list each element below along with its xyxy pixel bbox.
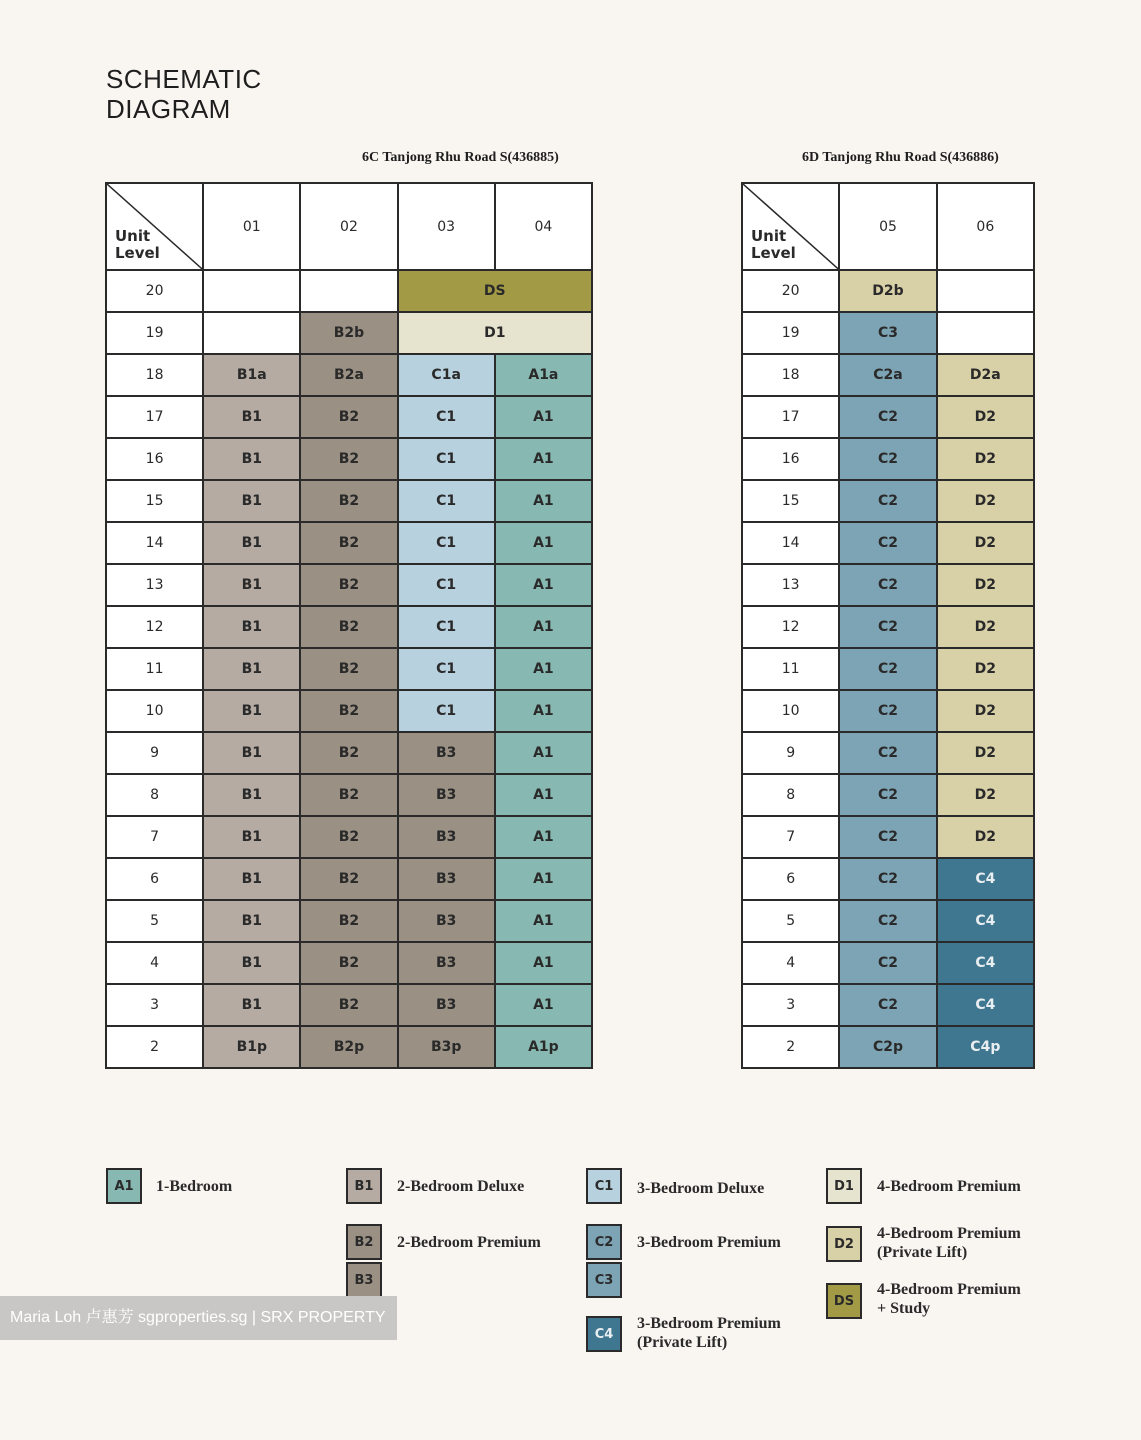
unit-cell-c4: C4	[937, 858, 1034, 900]
table-row	[742, 816, 1034, 858]
unit-cell-c1: C1	[398, 606, 495, 648]
table-row	[742, 900, 1034, 942]
legend-label-c1: 3-Bedroom Deluxe	[637, 1180, 765, 1197]
level-label: 13	[106, 564, 203, 606]
unit-cell-c1a: C1a	[398, 354, 495, 396]
unit-cell-c4: C4	[937, 900, 1034, 942]
legend-label-ds-line2: + Study	[877, 1300, 931, 1317]
unit-cell-c2: C2	[839, 648, 936, 690]
corner-unit-label: Unit	[115, 227, 151, 245]
table-row	[106, 648, 592, 690]
legend-label-c2: 3-Bedroom Premium	[637, 1234, 781, 1251]
unit-cell-c2: C2	[839, 816, 936, 858]
unit-cell-empty	[937, 270, 1034, 312]
unit-cell-c3: C3	[839, 312, 936, 354]
table-row	[742, 858, 1034, 900]
legend-label-a1: 1-Bedroom	[156, 1178, 233, 1195]
unit-cell-d1: D1	[398, 312, 592, 354]
legend-label-ds	[877, 1280, 1021, 1318]
unit-cell-b2: B2	[300, 522, 397, 564]
unit-cell-b1a: B1a	[203, 354, 300, 396]
column-header-unit-05: 05	[839, 183, 936, 270]
unit-cell-b2: B2	[300, 648, 397, 690]
table-row	[742, 984, 1034, 1026]
unit-cell-d2b: D2b	[839, 270, 936, 312]
table-row	[742, 564, 1034, 606]
unit-cell-empty	[937, 312, 1034, 354]
unit-cell-b1: B1	[203, 942, 300, 984]
unit-cell-b1: B1	[203, 732, 300, 774]
legend-swatch-c3: C3	[586, 1262, 622, 1298]
unit-cell-a1: A1	[495, 858, 592, 900]
unit-cell-c2: C2	[839, 690, 936, 732]
unit-cell-b2: B2	[300, 942, 397, 984]
level-label: 18	[742, 354, 839, 396]
level-label: 13	[742, 564, 839, 606]
unit-cell-b3: B3	[398, 774, 495, 816]
unit-cell-b2: B2	[300, 480, 397, 522]
legend-swatch-c1: C1	[586, 1168, 622, 1204]
level-label: 17	[106, 396, 203, 438]
table-row	[742, 270, 1034, 312]
legend-label-c4-line1: 3-Bedroom Premium	[637, 1315, 781, 1332]
unit-cell-c1: C1	[398, 396, 495, 438]
unit-cell-c2: C2	[839, 858, 936, 900]
level-label: 4	[106, 942, 203, 984]
unit-cell-b1: B1	[203, 816, 300, 858]
table-row	[742, 354, 1034, 396]
unit-cell-b3: B3	[398, 984, 495, 1026]
unit-cell-d2: D2	[937, 648, 1034, 690]
watermark: Maria Loh 卢惠芳 sgproperties.sg | SRX PROPERTY	[0, 1296, 397, 1340]
legend-label-d1: 4-Bedroom Premium	[877, 1178, 1021, 1195]
legend-swatch-b1: B1	[346, 1168, 382, 1204]
unit-cell-c2a: C2a	[839, 354, 936, 396]
level-label: 20	[742, 270, 839, 312]
unit-cell-c4: C4	[937, 984, 1034, 1026]
unit-cell-b1: B1	[203, 648, 300, 690]
unit-cell-d2: D2	[937, 774, 1034, 816]
unit-cell-b2: B2	[300, 564, 397, 606]
unit-cell-c2: C2	[839, 984, 936, 1026]
unit-cell-b1: B1	[203, 606, 300, 648]
table-row	[106, 270, 592, 312]
unit-level-corner	[742, 183, 839, 270]
title-line-2: DIAGRAM	[106, 94, 231, 124]
unit-cell-c2: C2	[839, 606, 936, 648]
unit-cell-c2: C2	[839, 396, 936, 438]
unit-cell-d2: D2	[937, 732, 1034, 774]
unit-cell-a1a: A1a	[495, 354, 592, 396]
header-row	[106, 183, 592, 270]
level-label: 18	[106, 354, 203, 396]
legend-swatch-a1: A1	[106, 1168, 142, 1204]
table-row	[742, 774, 1034, 816]
unit-cell-a1: A1	[495, 522, 592, 564]
unit-cell-c1: C1	[398, 690, 495, 732]
table-row	[742, 480, 1034, 522]
block-6c-table	[105, 182, 593, 1069]
legend-label-ds-line1: 4-Bedroom Premium	[877, 1281, 1021, 1298]
unit-cell-c4: C4	[937, 942, 1034, 984]
table-row	[106, 774, 592, 816]
column-header-unit-02: 02	[300, 183, 397, 270]
level-label: 7	[106, 816, 203, 858]
legend-swatch-ds: DS	[826, 1283, 862, 1319]
level-label: 19	[742, 312, 839, 354]
unit-cell-d2: D2	[937, 564, 1034, 606]
unit-cell-d2a: D2a	[937, 354, 1034, 396]
title-line-1: SCHEMATIC	[106, 64, 262, 94]
unit-cell-b3: B3	[398, 816, 495, 858]
legend-label-c4-line2: (Private Lift)	[637, 1334, 728, 1351]
unit-cell-b1: B1	[203, 564, 300, 606]
unit-cell-a1: A1	[495, 942, 592, 984]
level-label: 5	[742, 900, 839, 942]
unit-level-corner	[106, 183, 203, 270]
block-6c-address: 6C Tanjong Rhu Road S(436885)	[362, 150, 559, 165]
level-label: 3	[742, 984, 839, 1026]
table-row	[106, 438, 592, 480]
legend-swatch-c4: C4	[586, 1316, 622, 1352]
table-row	[106, 858, 592, 900]
level-label: 15	[742, 480, 839, 522]
unit-cell-a1: A1	[495, 690, 592, 732]
column-header-unit-03: 03	[398, 183, 495, 270]
level-label: 5	[106, 900, 203, 942]
legend-label-b2: 2-Bedroom Premium	[397, 1234, 541, 1251]
unit-cell-c1: C1	[398, 564, 495, 606]
level-label: 6	[742, 858, 839, 900]
unit-cell-b1: B1	[203, 396, 300, 438]
unit-cell-c1: C1	[398, 438, 495, 480]
unit-cell-empty	[300, 270, 397, 312]
legend-swatch-d1: D1	[826, 1168, 862, 1204]
unit-cell-a1: A1	[495, 480, 592, 522]
table-row	[106, 396, 592, 438]
table-row	[742, 522, 1034, 564]
unit-cell-a1: A1	[495, 564, 592, 606]
level-label: 10	[106, 690, 203, 732]
unit-cell-ds: DS	[398, 270, 592, 312]
unit-cell-b2p: B2p	[300, 1026, 397, 1068]
table-row	[742, 396, 1034, 438]
unit-cell-c2: C2	[839, 438, 936, 480]
level-label: 10	[742, 690, 839, 732]
block-6d-table	[741, 182, 1035, 1069]
level-label: 16	[742, 438, 839, 480]
table-row	[106, 522, 592, 564]
legend-label-d2-line1: 4-Bedroom Premium	[877, 1225, 1021, 1242]
level-label: 4	[742, 942, 839, 984]
table-row	[742, 312, 1034, 354]
unit-cell-c4p: C4p	[937, 1026, 1034, 1068]
unit-cell-b1: B1	[203, 900, 300, 942]
unit-cell-b2a: B2a	[300, 354, 397, 396]
legend-label-d2	[877, 1224, 1021, 1262]
level-label: 14	[742, 522, 839, 564]
level-label: 17	[742, 396, 839, 438]
unit-cell-c2: C2	[839, 732, 936, 774]
corner-label	[751, 228, 796, 262]
unit-cell-b3p: B3p	[398, 1026, 495, 1068]
unit-cell-c1: C1	[398, 648, 495, 690]
unit-cell-c2: C2	[839, 900, 936, 942]
level-label: 11	[742, 648, 839, 690]
column-header-unit-04: 04	[495, 183, 592, 270]
unit-cell-a1: A1	[495, 732, 592, 774]
level-label: 14	[106, 522, 203, 564]
page-title	[106, 64, 262, 124]
unit-cell-b1p: B1p	[203, 1026, 300, 1068]
level-label: 2	[106, 1026, 203, 1068]
unit-cell-b2: B2	[300, 774, 397, 816]
unit-cell-b1: B1	[203, 858, 300, 900]
level-label: 11	[106, 648, 203, 690]
unit-cell-b2: B2	[300, 900, 397, 942]
unit-cell-b3: B3	[398, 942, 495, 984]
level-label: 9	[742, 732, 839, 774]
table-row	[742, 690, 1034, 732]
unit-cell-c2: C2	[839, 522, 936, 564]
legend-label-d2-line2: (Private Lift)	[877, 1244, 968, 1261]
unit-cell-a1: A1	[495, 606, 592, 648]
table-row	[106, 816, 592, 858]
unit-cell-a1: A1	[495, 438, 592, 480]
level-label: 7	[742, 816, 839, 858]
table-row	[106, 354, 592, 396]
header-row	[742, 183, 1034, 270]
table-row	[106, 942, 592, 984]
table-row	[106, 690, 592, 732]
level-label: 16	[106, 438, 203, 480]
unit-cell-b2: B2	[300, 396, 397, 438]
unit-cell-a1: A1	[495, 900, 592, 942]
level-label: 2	[742, 1026, 839, 1068]
level-label: 15	[106, 480, 203, 522]
table-row	[742, 732, 1034, 774]
corner-level-label: Level	[751, 244, 796, 262]
table-row	[106, 564, 592, 606]
table-row	[106, 900, 592, 942]
table-row	[742, 606, 1034, 648]
unit-cell-a1: A1	[495, 774, 592, 816]
table-row	[106, 606, 592, 648]
unit-cell-b2: B2	[300, 732, 397, 774]
unit-cell-b2: B2	[300, 438, 397, 480]
level-label: 20	[106, 270, 203, 312]
unit-cell-b2: B2	[300, 606, 397, 648]
unit-cell-b2: B2	[300, 858, 397, 900]
column-header-unit-06: 06	[937, 183, 1034, 270]
unit-cell-b2: B2	[300, 816, 397, 858]
legend-label-b1: 2-Bedroom Deluxe	[397, 1178, 525, 1195]
table-row	[106, 480, 592, 522]
unit-cell-c1: C1	[398, 522, 495, 564]
legend-swatch-d2: D2	[826, 1226, 862, 1262]
unit-cell-c1: C1	[398, 480, 495, 522]
column-header-unit-01: 01	[203, 183, 300, 270]
table-row	[106, 312, 592, 354]
unit-cell-c2: C2	[839, 942, 936, 984]
unit-cell-a1: A1	[495, 984, 592, 1026]
unit-cell-b2: B2	[300, 690, 397, 732]
unit-cell-a1: A1	[495, 396, 592, 438]
unit-cell-b3: B3	[398, 900, 495, 942]
unit-cell-d2: D2	[937, 438, 1034, 480]
unit-cell-c2: C2	[839, 480, 936, 522]
table-row	[742, 438, 1034, 480]
level-label: 12	[742, 606, 839, 648]
unit-cell-d2: D2	[937, 816, 1034, 858]
level-label: 8	[106, 774, 203, 816]
unit-cell-d2: D2	[937, 606, 1034, 648]
unit-cell-empty	[203, 312, 300, 354]
unit-cell-b1: B1	[203, 774, 300, 816]
unit-cell-c2p: C2p	[839, 1026, 936, 1068]
unit-cell-b2: B2	[300, 984, 397, 1026]
corner-label	[115, 228, 160, 262]
unit-cell-a1: A1	[495, 816, 592, 858]
unit-cell-b1: B1	[203, 690, 300, 732]
level-label: 12	[106, 606, 203, 648]
unit-cell-d2: D2	[937, 480, 1034, 522]
level-label: 19	[106, 312, 203, 354]
legend-swatch-c2: C2	[586, 1224, 622, 1260]
table-row	[742, 1026, 1034, 1068]
corner-unit-label: Unit	[751, 227, 787, 245]
table-row	[106, 984, 592, 1026]
level-label: 3	[106, 984, 203, 1026]
unit-cell-b1: B1	[203, 438, 300, 480]
unit-cell-b1: B1	[203, 984, 300, 1026]
unit-cell-b3: B3	[398, 858, 495, 900]
level-label: 9	[106, 732, 203, 774]
corner-level-label: Level	[115, 244, 160, 262]
level-label: 6	[106, 858, 203, 900]
table-row	[742, 942, 1034, 984]
unit-cell-d2: D2	[937, 522, 1034, 564]
unit-cell-b2b: B2b	[300, 312, 397, 354]
unit-cell-empty	[203, 270, 300, 312]
table-row	[742, 648, 1034, 690]
unit-cell-d2: D2	[937, 396, 1034, 438]
unit-cell-a1p: A1p	[495, 1026, 592, 1068]
unit-cell-c2: C2	[839, 774, 936, 816]
table-row	[106, 732, 592, 774]
legend-swatch-b2: B2	[346, 1224, 382, 1260]
legend-swatch-b3: B3	[346, 1262, 382, 1298]
unit-cell-d2: D2	[937, 690, 1034, 732]
level-label: 8	[742, 774, 839, 816]
table-row	[106, 1026, 592, 1068]
unit-cell-b1: B1	[203, 522, 300, 564]
unit-cell-b3: B3	[398, 732, 495, 774]
block-6d-address: 6D Tanjong Rhu Road S(436886)	[802, 150, 999, 165]
unit-cell-a1: A1	[495, 648, 592, 690]
unit-cell-c2: C2	[839, 564, 936, 606]
legend-label-c4	[637, 1314, 781, 1352]
unit-cell-b1: B1	[203, 480, 300, 522]
